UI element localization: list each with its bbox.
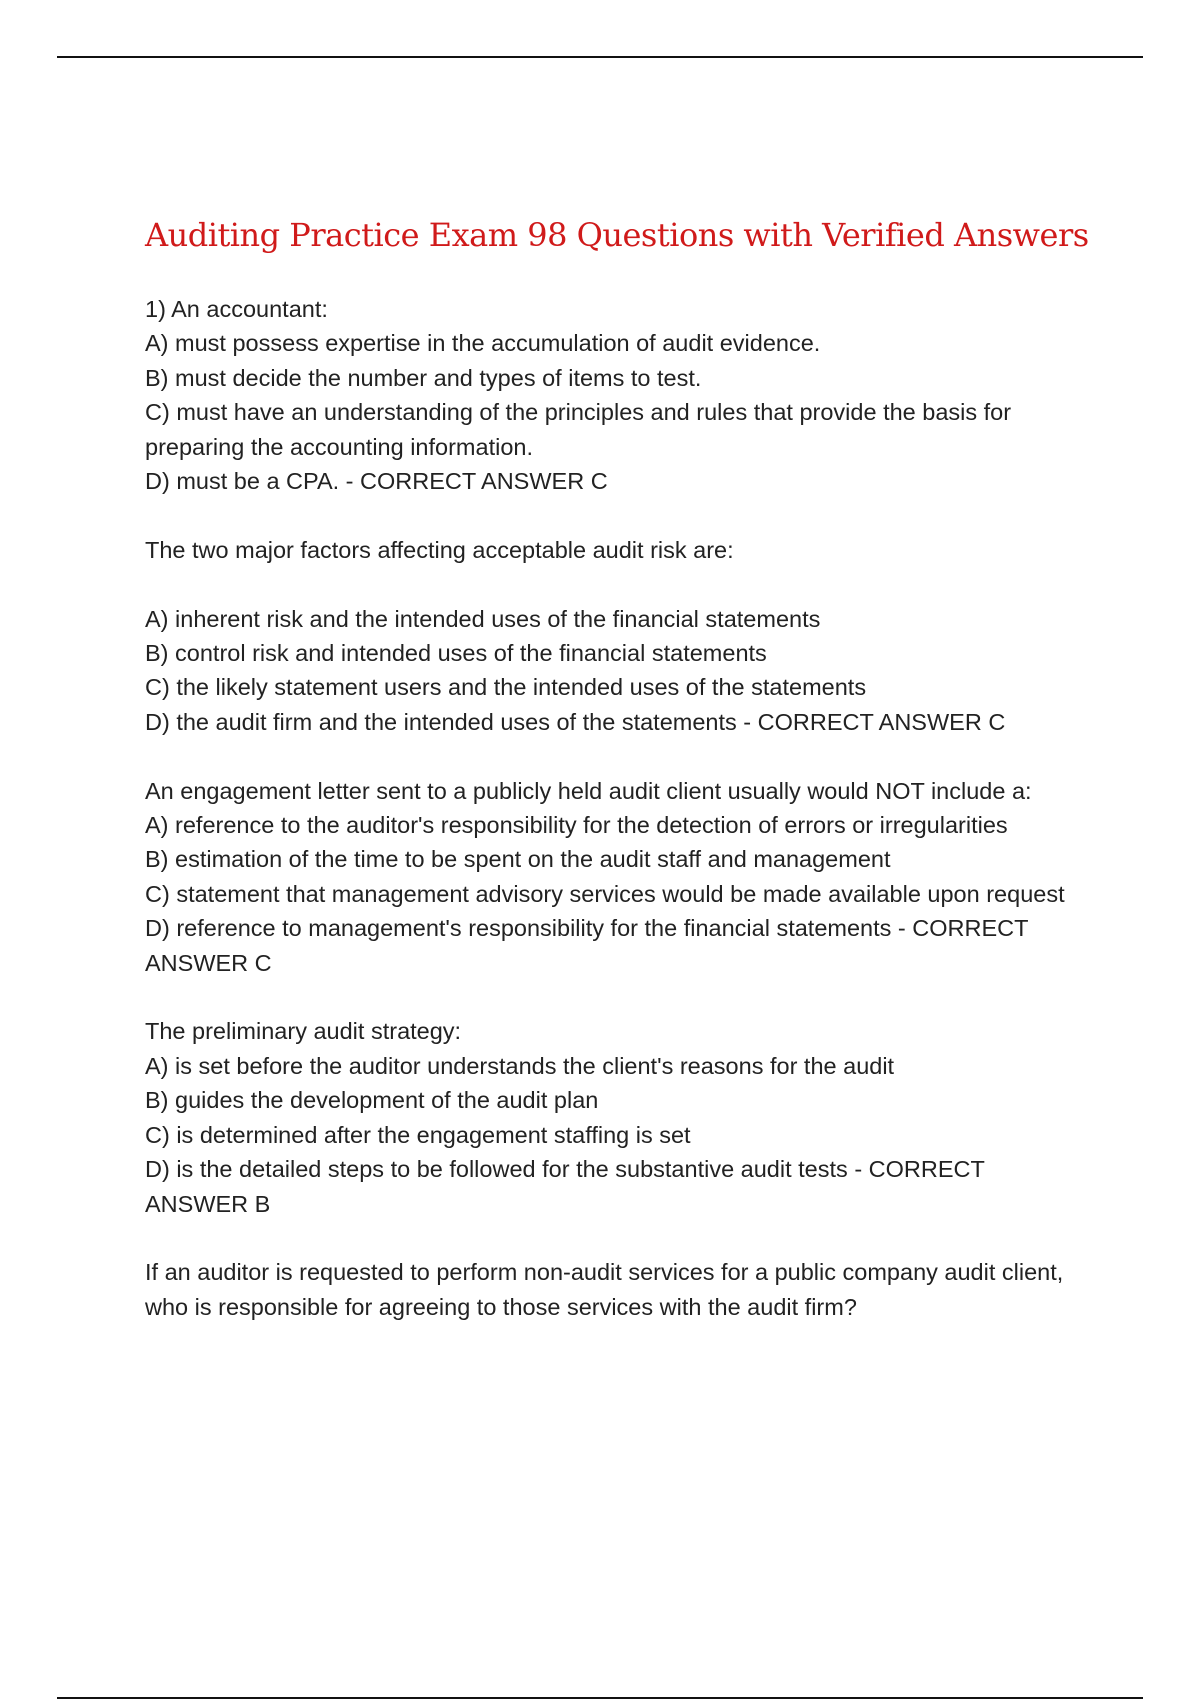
page-title: Auditing Practice Exam 98 Questions with Verified Answers <box>145 216 1089 254</box>
question-stem: An engagement letter sent to a publicly held audit client usually would NOT include a: <box>145 777 1032 804</box>
question-1 <box>145 292 1085 498</box>
answer-option-c: C) is determined after the engagement staffing is set <box>145 1121 691 1148</box>
question-stem: The preliminary audit strategy: <box>145 1018 462 1045</box>
answer-option-c: C) statement that management advisory services would be made available upon request <box>145 880 1065 907</box>
answer-option-d: D) must be a CPA. - CORRECT ANSWER C <box>145 468 608 495</box>
answer-option-c: C) must have an understanding of the principles and rules that provide the basis for preparing the accounting information. <box>145 399 1012 460</box>
header-rule <box>57 56 1143 58</box>
answer-option-b: B) estimation of the time to be spent on the audit staff and management <box>145 846 891 873</box>
answer-option-a: A) must possess expertise in the accumulation of audit evidence. <box>145 330 821 357</box>
answer-option-d: D) is the detailed steps to be followed for the substantive audit tests - CORRECT ANSWER B <box>145 1156 985 1217</box>
answer-option-b: B) control risk and intended uses of the financial statements <box>145 640 767 667</box>
question-stem: If an auditor is requested to perform non-audit services for a public company audit client, who is responsible for agreeing to those services with the audit firm? <box>145 1259 1064 1320</box>
question-4 <box>145 1014 1085 1220</box>
question-5 <box>145 1255 1085 1324</box>
answer-option-b: B) guides the development of the audit plan <box>145 1087 599 1114</box>
stem-spacer <box>145 567 1085 601</box>
question-list <box>145 292 1085 1359</box>
answer-option-c: C) the likely statement users and the intended uses of the statements <box>145 674 867 701</box>
question-stem: The two major factors affecting acceptable audit risk are: <box>145 536 734 563</box>
footer-rule <box>57 1697 1143 1699</box>
answer-option-d: D) the audit firm and the intended uses of the statements - CORRECT ANSWER C <box>145 708 1006 735</box>
answer-option-a: A) inherent risk and the intended uses of the financial statements <box>145 605 821 632</box>
question-stem: 1) An accountant: <box>145 296 328 322</box>
question-3 <box>145 774 1085 980</box>
answer-option-a: A) reference to the auditor's responsibility for the detection of errors or irregularities <box>145 812 1008 839</box>
answer-option-a: A) is set before the auditor understands the client's reasons for the audit <box>145 1052 895 1079</box>
question-2 <box>145 533 1085 739</box>
answer-option-b: B) must decide the number and types of items to test. <box>145 364 702 391</box>
answer-option-d: D) reference to management's responsibility for the financial statements - CORRECT ANSWER C <box>145 915 1029 976</box>
